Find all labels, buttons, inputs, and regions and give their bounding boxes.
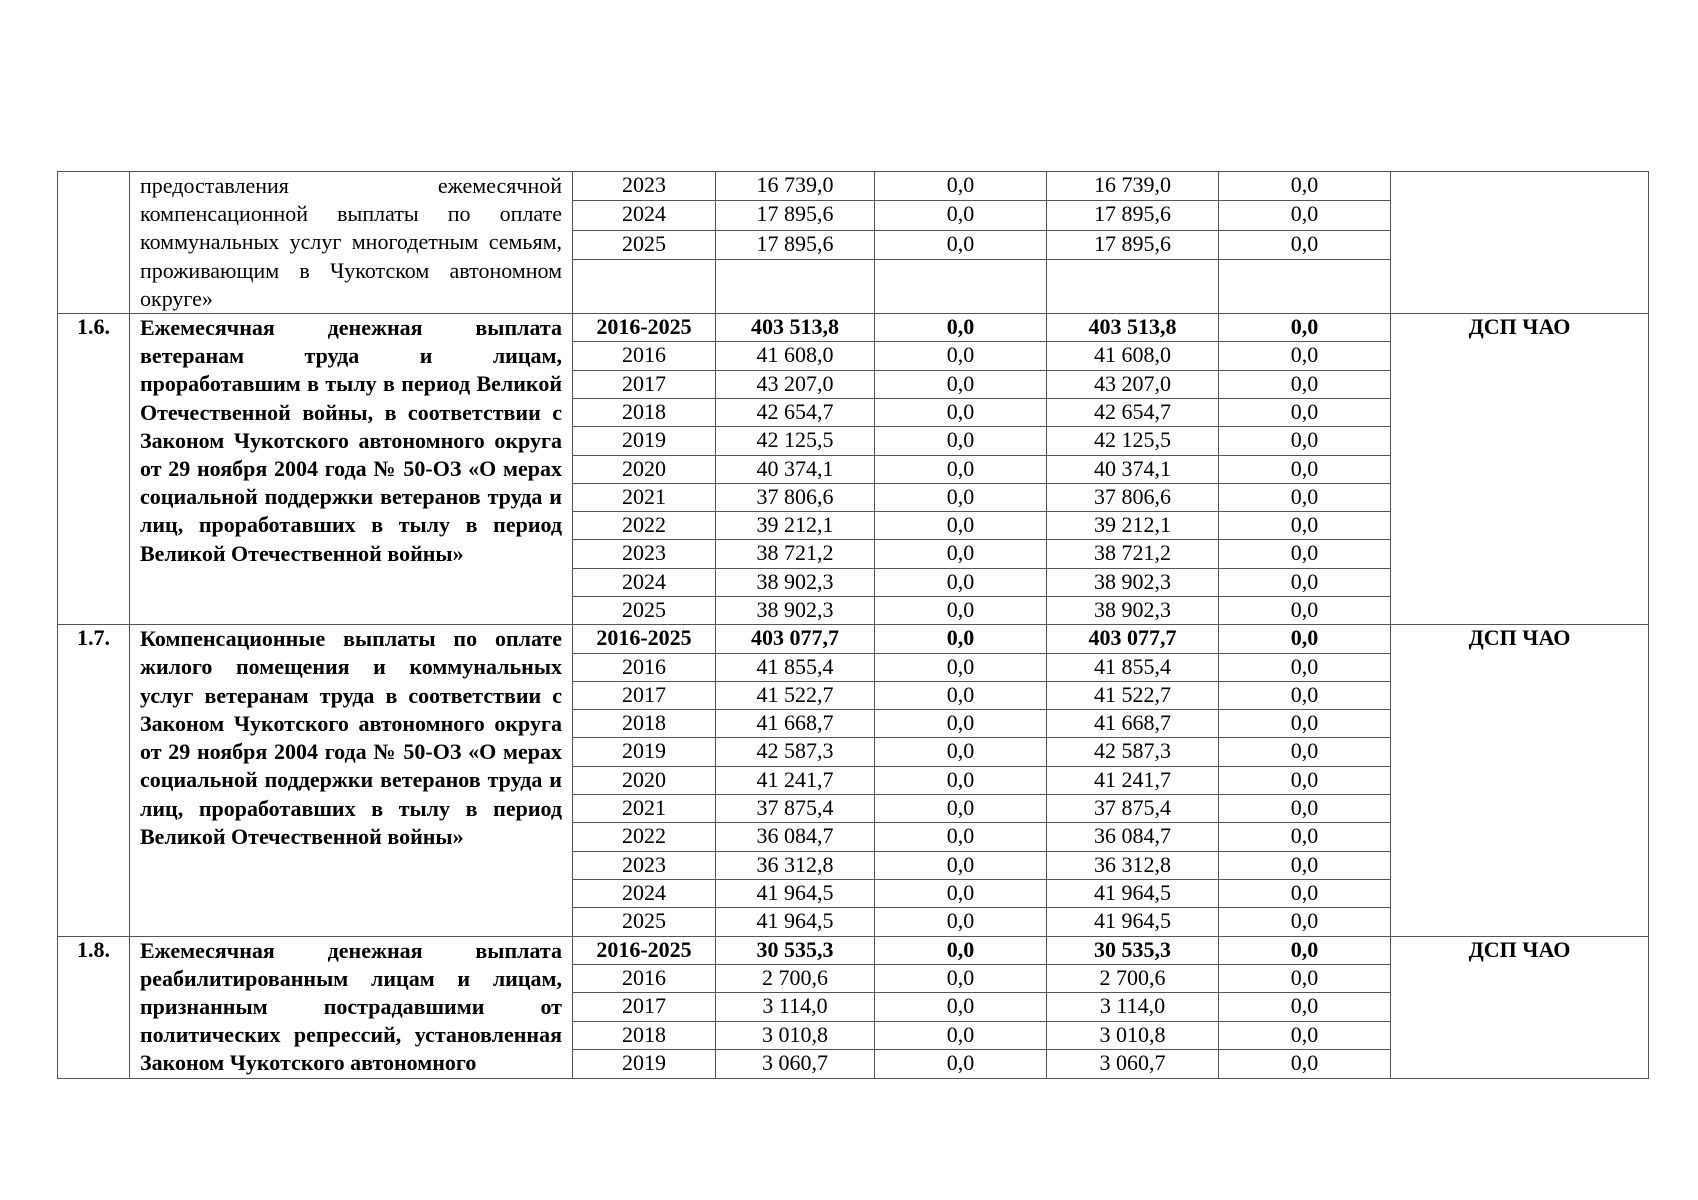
other-cell: 0,0 (1219, 795, 1391, 823)
other-cell: 0,0 (1219, 398, 1391, 426)
other-cell: 0,0 (1219, 908, 1391, 936)
total-cell: 41 668,7 (716, 710, 875, 738)
regional-cell: 403 077,7 (1047, 625, 1219, 653)
federal-cell: 0,0 (875, 1021, 1047, 1049)
total-cell: 17 895,6 (716, 230, 875, 259)
other-cell: 0,0 (1219, 370, 1391, 398)
total-cell: 38 902,3 (716, 596, 875, 624)
federal-cell: 0,0 (875, 625, 1047, 653)
other-cell: 0,0 (1219, 512, 1391, 540)
year-cell: 2016 (573, 653, 716, 681)
year-cell: 2022 (573, 512, 716, 540)
total-cell: 36 084,7 (716, 823, 875, 851)
other-cell: 0,0 (1219, 625, 1391, 653)
total-cell: 37 875,4 (716, 795, 875, 823)
total-cell: 42 654,7 (716, 398, 875, 426)
regional-cell: 16 739,0 (1047, 172, 1219, 201)
year-cell: 2016-2025 (573, 936, 716, 964)
regional-cell: 41 964,5 (1047, 908, 1219, 936)
regional-cell: 38 721,2 (1047, 540, 1219, 568)
total-cell: 41 522,7 (716, 681, 875, 709)
other-cell: 0,0 (1219, 596, 1391, 624)
other-cell: 0,0 (1219, 879, 1391, 907)
total-cell: 16 739,0 (716, 172, 875, 201)
total-cell: 39 212,1 (716, 512, 875, 540)
other-cell: 0,0 (1219, 1021, 1391, 1049)
federal-cell: 0,0 (875, 512, 1047, 540)
regional-cell: 37 875,4 (1047, 795, 1219, 823)
year-cell: 2023 (573, 851, 716, 879)
regional-cell: 36 312,8 (1047, 851, 1219, 879)
year-cell: 2024 (573, 879, 716, 907)
federal-cell: 0,0 (875, 964, 1047, 992)
other-cell: 0,0 (1219, 455, 1391, 483)
year-cell: 2025 (573, 596, 716, 624)
other-cell: 0,0 (1219, 851, 1391, 879)
other-cell: 0,0 (1219, 427, 1391, 455)
regional-cell: 37 806,6 (1047, 483, 1219, 511)
total-cell: 41 964,5 (716, 908, 875, 936)
total-cell: 3 060,7 (716, 1050, 875, 1078)
regional-cell: 403 513,8 (1047, 314, 1219, 342)
total-cell: 40 374,1 (716, 455, 875, 483)
regional-cell: 40 374,1 (1047, 455, 1219, 483)
federal-cell: 0,0 (875, 172, 1047, 201)
total-cell: 42 125,5 (716, 427, 875, 455)
federal-cell: 0,0 (875, 342, 1047, 370)
total-cell: 38 902,3 (716, 568, 875, 596)
year-cell: 2020 (573, 455, 716, 483)
budget-table (57, 171, 1649, 1079)
total-cell: 41 964,5 (716, 879, 875, 907)
executor-cell: ДСП ЧАО (1391, 936, 1649, 1078)
regional-cell: 17 895,6 (1047, 230, 1219, 259)
regional-cell: 38 902,3 (1047, 596, 1219, 624)
regional-cell: 42 587,3 (1047, 738, 1219, 766)
other-cell: 0,0 (1219, 964, 1391, 992)
item-description: Ежемесячная денежная выплата ветеранам труда и лицам, проработавшим в тылу в период Великой Отечественной войны, в соответствии с Законом Чукотского автономного округа от 29 ноября 2004 года № 50-ОЗ «О мерах социальной поддержки ветеранов труда и лиц, проработавших в тылу в период Великой Отечественной войны» (130, 314, 573, 625)
regional-cell: 3 114,0 (1047, 993, 1219, 1021)
year-cell: 2023 (573, 172, 716, 201)
federal-cell: 0,0 (875, 314, 1047, 342)
federal-cell: 0,0 (875, 766, 1047, 794)
year-cell: 2022 (573, 823, 716, 851)
total-cell: 2 700,6 (716, 964, 875, 992)
federal-cell: 0,0 (875, 936, 1047, 964)
federal-cell: 0,0 (875, 596, 1047, 624)
federal-cell: 0,0 (875, 823, 1047, 851)
total-cell: 41 608,0 (716, 342, 875, 370)
regional-cell: 41 855,4 (1047, 653, 1219, 681)
regional-cell: 43 207,0 (1047, 370, 1219, 398)
other-cell: 0,0 (1219, 993, 1391, 1021)
federal-cell: 0,0 (875, 483, 1047, 511)
year-cell: 2023 (573, 540, 716, 568)
other-cell: 0,0 (1219, 201, 1391, 230)
regional-cell: 42 654,7 (1047, 398, 1219, 426)
regional-cell: 41 608,0 (1047, 342, 1219, 370)
other-cell: 0,0 (1219, 342, 1391, 370)
other-cell: 0,0 (1219, 483, 1391, 511)
other-cell: 0,0 (1219, 653, 1391, 681)
total-cell: 30 535,3 (716, 936, 875, 964)
total-cell: 403 513,8 (716, 314, 875, 342)
total-cell: 3 114,0 (716, 993, 875, 1021)
regional-cell: 30 535,3 (1047, 936, 1219, 964)
year-cell: 2016-2025 (573, 625, 716, 653)
regional-cell: 39 212,1 (1047, 512, 1219, 540)
empty-cell (1047, 260, 1219, 314)
empty-cell (875, 260, 1047, 314)
other-cell: 0,0 (1219, 738, 1391, 766)
table-row (58, 936, 1649, 964)
regional-cell: 41 522,7 (1047, 681, 1219, 709)
other-cell: 0,0 (1219, 540, 1391, 568)
year-cell: 2016 (573, 964, 716, 992)
total-cell: 3 010,8 (716, 1021, 875, 1049)
other-cell: 0,0 (1219, 314, 1391, 342)
federal-cell: 0,0 (875, 1050, 1047, 1078)
federal-cell: 0,0 (875, 540, 1047, 568)
federal-cell: 0,0 (875, 851, 1047, 879)
total-cell: 403 077,7 (716, 625, 875, 653)
total-cell: 37 806,6 (716, 483, 875, 511)
year-cell: 2024 (573, 568, 716, 596)
regional-cell: 3 060,7 (1047, 1050, 1219, 1078)
regional-cell: 42 125,5 (1047, 427, 1219, 455)
total-cell: 41 241,7 (716, 766, 875, 794)
item-description: Ежемесячная денежная выплата реабилитированным лицам и лицам, признанным пострадавшими от политических репрессий, установленная Законом Чукотского автономного (130, 936, 573, 1078)
item-description: предоставления ежемесячной компенсационной выплаты по оплате коммунальных услуг многодетным семьям, проживающим в Чукотском автономном округе» (130, 172, 573, 314)
other-cell: 0,0 (1219, 766, 1391, 794)
regional-cell: 2 700,6 (1047, 964, 1219, 992)
empty-cell (716, 260, 875, 314)
regional-cell: 38 902,3 (1047, 568, 1219, 596)
table-row (58, 625, 1649, 653)
year-cell: 2019 (573, 738, 716, 766)
year-cell: 2025 (573, 908, 716, 936)
executor-cell (1391, 172, 1649, 314)
total-cell: 42 587,3 (716, 738, 875, 766)
federal-cell: 0,0 (875, 795, 1047, 823)
item-number: 1.6. (58, 314, 130, 625)
total-cell: 17 895,6 (716, 201, 875, 230)
year-cell: 2016-2025 (573, 314, 716, 342)
year-cell: 2019 (573, 427, 716, 455)
other-cell: 0,0 (1219, 710, 1391, 738)
item-description: Компенсационные выплаты по оплате жилого помещения и коммунальных услуг ветеранам труда в соответствии с Законом Чукотского автономного округа от 29 ноября 2004 года № 50-ОЗ «О мерах социальной поддержки ветеранов труда и лиц, проработавших в тылу в период Великой Отечественной войны» (130, 625, 573, 936)
other-cell: 0,0 (1219, 230, 1391, 259)
federal-cell: 0,0 (875, 710, 1047, 738)
year-cell: 2016 (573, 342, 716, 370)
regional-cell: 41 668,7 (1047, 710, 1219, 738)
year-cell: 2018 (573, 1021, 716, 1049)
item-number (58, 172, 130, 314)
year-cell: 2018 (573, 398, 716, 426)
executor-cell: ДСП ЧАО (1391, 314, 1649, 625)
regional-cell: 17 895,6 (1047, 201, 1219, 230)
regional-cell: 41 964,5 (1047, 879, 1219, 907)
total-cell: 38 721,2 (716, 540, 875, 568)
federal-cell: 0,0 (875, 908, 1047, 936)
federal-cell: 0,0 (875, 370, 1047, 398)
federal-cell: 0,0 (875, 201, 1047, 230)
federal-cell: 0,0 (875, 653, 1047, 681)
year-cell: 2017 (573, 681, 716, 709)
year-cell: 2021 (573, 795, 716, 823)
federal-cell: 0,0 (875, 455, 1047, 483)
regional-cell: 3 010,8 (1047, 1021, 1219, 1049)
other-cell: 0,0 (1219, 568, 1391, 596)
other-cell: 0,0 (1219, 681, 1391, 709)
federal-cell: 0,0 (875, 568, 1047, 596)
regional-cell: 41 241,7 (1047, 766, 1219, 794)
year-cell: 2020 (573, 766, 716, 794)
other-cell: 0,0 (1219, 823, 1391, 851)
federal-cell: 0,0 (875, 738, 1047, 766)
federal-cell: 0,0 (875, 993, 1047, 1021)
item-number: 1.7. (58, 625, 130, 936)
regional-cell: 36 084,7 (1047, 823, 1219, 851)
table-row (58, 172, 1649, 201)
total-cell: 41 855,4 (716, 653, 875, 681)
year-cell: 2017 (573, 993, 716, 1021)
federal-cell: 0,0 (875, 681, 1047, 709)
year-cell: 2025 (573, 230, 716, 259)
federal-cell: 0,0 (875, 427, 1047, 455)
federal-cell: 0,0 (875, 230, 1047, 259)
other-cell: 0,0 (1219, 1050, 1391, 1078)
table-row (58, 314, 1649, 342)
year-cell: 2019 (573, 1050, 716, 1078)
empty-cell (1219, 260, 1391, 314)
other-cell: 0,0 (1219, 936, 1391, 964)
year-cell: 2024 (573, 201, 716, 230)
executor-cell: ДСП ЧАО (1391, 625, 1649, 936)
federal-cell: 0,0 (875, 398, 1047, 426)
empty-cell (573, 260, 716, 314)
item-number: 1.8. (58, 936, 130, 1078)
federal-cell: 0,0 (875, 879, 1047, 907)
total-cell: 43 207,0 (716, 370, 875, 398)
year-cell: 2021 (573, 483, 716, 511)
year-cell: 2018 (573, 710, 716, 738)
other-cell: 0,0 (1219, 172, 1391, 201)
total-cell: 36 312,8 (716, 851, 875, 879)
year-cell: 2017 (573, 370, 716, 398)
